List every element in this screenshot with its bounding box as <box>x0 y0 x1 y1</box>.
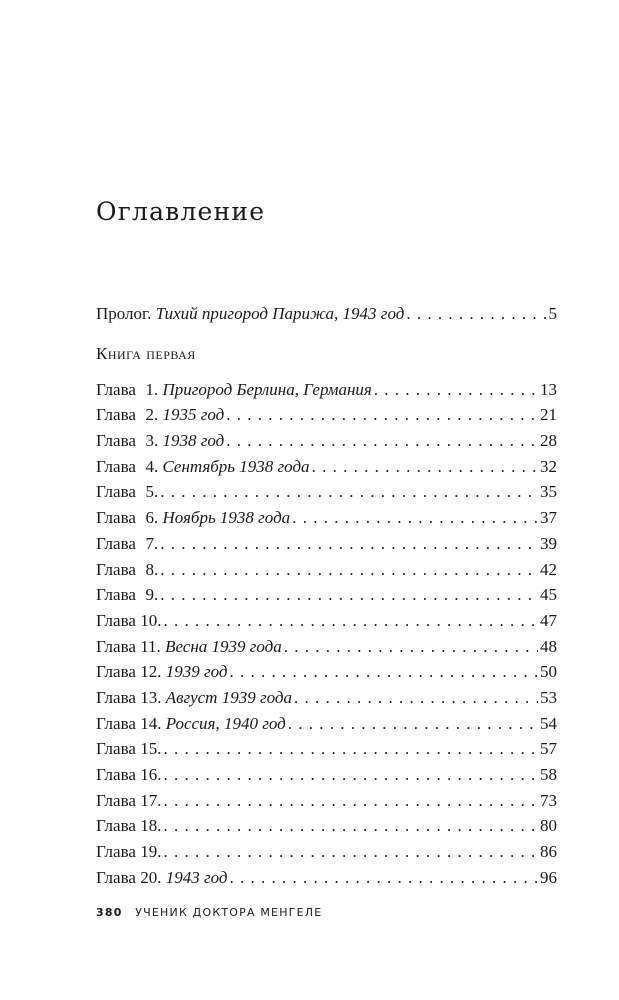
chapter-prefix: Глава <box>96 636 136 656</box>
entry-label <box>96 608 161 634</box>
chapter-number: 4. <box>145 456 159 476</box>
dot-leader <box>163 839 538 865</box>
chapter-subtitle: Весна 1939 года <box>165 636 282 656</box>
toc-entry-chapter[interactable] <box>96 582 557 608</box>
chapter-subtitle: 1935 год <box>162 405 225 425</box>
toc-entry-chapter[interactable] <box>96 608 557 634</box>
dot-leader <box>160 557 538 583</box>
chapter-prefix: Глава <box>96 790 136 810</box>
entry-label <box>96 839 161 865</box>
chapter-prefix: Глава <box>96 533 136 553</box>
chapter-number: 10. <box>140 610 162 630</box>
chapter-subtitle: 1938 год <box>162 431 225 451</box>
chapter-number: 16. <box>140 765 162 784</box>
page-number: 48 <box>540 636 557 656</box>
running-title: УЧЕНИК ДОКТОРА МЕНГЕЛЕ <box>135 906 323 919</box>
prologue-subtitle: Тихий пригород Парижа, 1943 год <box>155 304 405 323</box>
page-number: 21 <box>540 405 557 425</box>
toc-entry-chapter[interactable] <box>96 865 557 891</box>
chapter-prefix: Глава <box>96 842 136 862</box>
chapter-subtitle: Пригород Берлина, Германия <box>162 379 372 399</box>
entry-label <box>96 685 292 711</box>
entry-label <box>96 659 227 685</box>
chapter-prefix: Глава <box>96 431 136 451</box>
page-number: 47 <box>540 610 557 630</box>
page-number: 73 <box>540 790 557 810</box>
chapter-prefix: Глава <box>96 713 136 733</box>
page-number: 96 <box>540 867 557 887</box>
chapter-number: 5. <box>145 482 159 502</box>
chapter-number: 7. <box>145 533 159 553</box>
chapter-subtitle: Сентябрь 1938 года <box>162 456 310 476</box>
chapter-subtitle: 1943 год <box>165 867 228 887</box>
toc-entry-chapter[interactable] <box>96 402 557 428</box>
toc-entry-chapter[interactable] <box>96 479 557 505</box>
entry-label <box>96 865 227 891</box>
toc-entry-chapter[interactable] <box>96 839 557 865</box>
toc-entry-chapter[interactable] <box>96 736 557 762</box>
chapter-subtitle: Ноябрь 1938 года <box>162 508 291 528</box>
entry-label <box>96 454 310 480</box>
page-number: 39 <box>540 533 557 553</box>
chapter-prefix: Глава <box>96 559 136 579</box>
entry-label <box>96 505 290 531</box>
chapter-prefix: Глава <box>96 662 136 682</box>
chapter-number: 6. <box>145 508 159 528</box>
page-number: 57 <box>540 739 557 759</box>
dot-leader <box>226 402 538 428</box>
chapter-number: 3. <box>145 431 159 451</box>
dot-leader <box>284 634 538 660</box>
toc-entry-chapter[interactable] <box>96 762 557 788</box>
chapter-number: 19. <box>140 842 162 862</box>
entry-label <box>96 634 282 660</box>
page-number: 58 <box>540 765 557 784</box>
toc-entry-chapter[interactable] <box>96 531 557 557</box>
toc-entry-chapter[interactable] <box>96 454 557 480</box>
chapter-number: 15. <box>140 739 162 759</box>
chapter-prefix: Глава <box>96 482 136 502</box>
dot-leader <box>294 685 538 711</box>
chapter-number: 20. <box>140 867 162 887</box>
chapter-prefix: Глава <box>96 687 136 707</box>
page-number: 80 <box>540 816 557 836</box>
prologue-label: Пролог. <box>96 304 152 323</box>
entry-label <box>96 402 224 428</box>
entry-label <box>96 762 161 788</box>
page-number: 13 <box>540 379 557 399</box>
dot-leader <box>374 377 538 403</box>
chapter-number: 9. <box>145 585 159 605</box>
entry-label <box>96 813 161 839</box>
toc-entry-chapter[interactable] <box>96 377 557 403</box>
entry-label <box>96 788 161 814</box>
entry-label <box>96 377 372 403</box>
chapter-subtitle: Август 1939 года <box>165 687 292 707</box>
page-title: Оглавление <box>96 197 266 226</box>
chapter-number: 14. <box>140 713 162 733</box>
chapter-prefix: Глава <box>96 739 136 759</box>
folio-number: 380 <box>96 906 123 919</box>
dot-leader <box>163 736 538 762</box>
chapter-prefix: Глава <box>96 610 136 630</box>
dot-leader <box>312 454 538 480</box>
chapter-prefix: Глава <box>96 508 136 528</box>
dot-leader <box>160 479 538 505</box>
chapter-prefix: Глава <box>96 765 136 784</box>
toc-entry-chapter[interactable] <box>96 505 557 531</box>
entry-label <box>96 428 224 454</box>
dot-leader <box>288 711 538 737</box>
toc-entry-chapter[interactable] <box>96 711 557 737</box>
entry-label <box>96 479 158 505</box>
toc-entry-chapter[interactable] <box>96 428 557 454</box>
page-number: 35 <box>540 482 557 502</box>
page-number: 5 <box>548 304 557 323</box>
dot-leader <box>163 788 538 814</box>
page-number: 42 <box>540 559 557 579</box>
toc-entry-chapter[interactable] <box>96 659 557 685</box>
chapter-number: 1. <box>145 379 159 399</box>
chapter-number: 11. <box>140 636 161 656</box>
chapter-prefix: Глава <box>96 585 136 605</box>
dot-leader <box>406 301 546 327</box>
entry-label <box>96 736 161 762</box>
page-number: 53 <box>540 687 557 707</box>
chapter-list <box>96 377 557 891</box>
chapter-prefix: Глава <box>96 405 136 425</box>
chapter-subtitle: Россия, 1940 год <box>165 713 286 733</box>
table-of-contents <box>96 301 557 890</box>
dot-leader <box>160 531 538 557</box>
chapter-number: 2. <box>145 405 159 425</box>
dot-leader <box>160 582 538 608</box>
dot-leader <box>226 428 538 454</box>
chapter-subtitle: 1939 год <box>165 662 228 682</box>
chapter-prefix: Глава <box>96 867 136 887</box>
chapter-prefix: Глава <box>96 816 136 836</box>
page-number: 32 <box>540 456 557 476</box>
page-number: 54 <box>540 713 557 733</box>
page-number: 45 <box>540 585 557 605</box>
entry-label <box>96 531 158 557</box>
toc-entry-chapter[interactable] <box>96 813 557 839</box>
entry-label <box>96 711 286 737</box>
section-heading: Книга первая <box>96 343 196 363</box>
toc-entry-chapter[interactable] <box>96 557 557 583</box>
entry-label <box>96 582 158 608</box>
chapter-number: 18. <box>140 816 162 836</box>
page-number: 37 <box>540 508 557 528</box>
toc-entry-chapter[interactable] <box>96 634 557 660</box>
entry-label <box>96 301 404 327</box>
page-number: 50 <box>540 662 557 682</box>
toc-entry-prologue[interactable] <box>96 301 557 327</box>
toc-entry-chapter[interactable] <box>96 685 557 711</box>
entry-label <box>96 557 158 583</box>
page-number: 28 <box>540 431 557 451</box>
dot-leader <box>229 865 538 891</box>
chapter-number: 13. <box>140 687 162 707</box>
dot-leader <box>229 659 538 685</box>
chapter-prefix: Глава <box>96 379 136 399</box>
chapter-number: 17. <box>140 790 162 810</box>
running-footer <box>96 906 322 919</box>
page-number: 86 <box>540 842 557 862</box>
chapter-prefix: Глава <box>96 456 136 476</box>
toc-entry-chapter[interactable] <box>96 788 557 814</box>
dot-leader <box>163 762 538 788</box>
dot-leader <box>292 505 538 531</box>
chapter-number: 12. <box>140 662 162 682</box>
dot-leader <box>163 608 538 634</box>
dot-leader <box>163 813 538 839</box>
chapter-number: 8. <box>145 559 159 579</box>
